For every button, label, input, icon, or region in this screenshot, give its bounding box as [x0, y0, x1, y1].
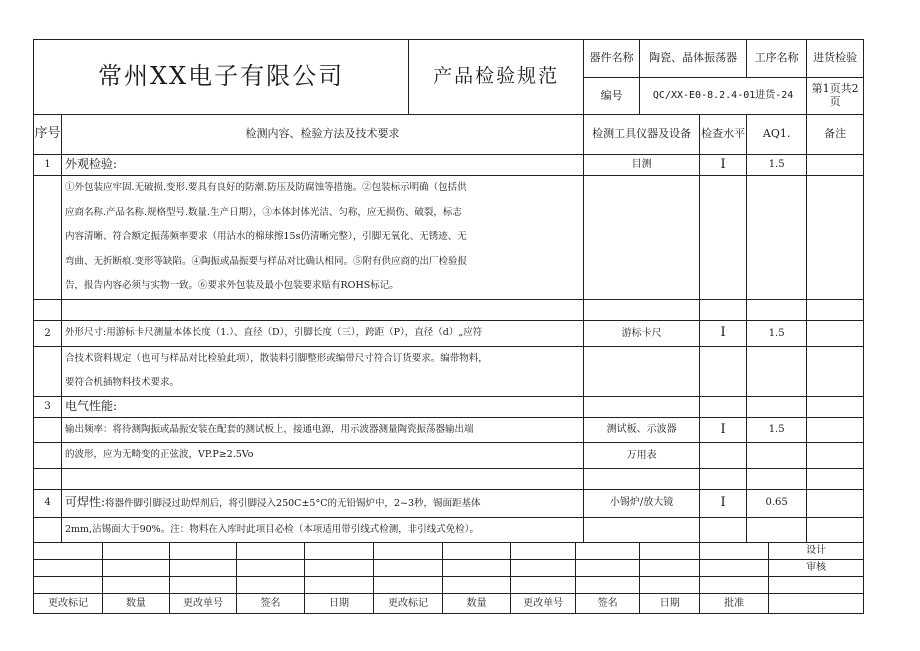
- footer-cell: [305, 560, 374, 577]
- footer-cell: [443, 577, 511, 594]
- section-3-no-cont: [34, 443, 62, 469]
- section-2-level: I: [700, 320, 747, 346]
- section-3-remarks: [807, 417, 864, 443]
- section-3-line: 输出频率：将待测陶振或晶振安装在配套的测试板上，接通电源，用示波器测量陶瓷振荡器输出端: [62, 417, 584, 443]
- section-3-tool-2: 万用表: [584, 443, 700, 469]
- blank-cell: [62, 468, 584, 489]
- blank-cell: [747, 299, 807, 320]
- footer-cell: [700, 560, 769, 577]
- process-name-value: 进货检验: [807, 40, 864, 78]
- section-3-remarks-cont: [807, 443, 864, 469]
- footer-cell: [769, 594, 864, 614]
- section-4-tool: 小锡炉/放大镜: [584, 489, 700, 517]
- section-2-body: [62, 346, 584, 396]
- footer-label-change-mark-2: 更改标记: [374, 594, 443, 614]
- section-3-level-cont: [700, 443, 747, 469]
- section-2-remarks-cont: [807, 346, 864, 396]
- footer-cell: [305, 577, 374, 594]
- footer-label-qty-2: 数量: [443, 594, 511, 614]
- footer-cell: [237, 577, 305, 594]
- footer-cell: [576, 560, 640, 577]
- section-1-level: I: [700, 155, 747, 176]
- page-info: 第1页共2页: [807, 78, 864, 115]
- section-1-line: 内容清晰、符合额定振荡频率要求（用沾水的棉球擦15s仍清晰完整），引脚无氧化、无锈迹、无: [65, 231, 467, 243]
- section-3-tool-blank: [584, 396, 700, 417]
- section-3-level: I: [700, 417, 747, 443]
- section-2-aql-cont: [747, 346, 807, 396]
- footer-cell: [170, 577, 237, 594]
- section-1-remarks: [807, 155, 864, 176]
- footer-cell: [34, 560, 103, 577]
- footer-cell: [511, 577, 576, 594]
- section-1-no: 1: [34, 155, 62, 176]
- section-3-tool: 测试板、示波器: [584, 417, 700, 443]
- section-4-aql-cont: [747, 517, 807, 543]
- footer-cell: [237, 543, 305, 560]
- col-seq: 序号: [34, 115, 62, 155]
- number-value: QC/XX-E0-8.2.4-01进货-24: [640, 78, 807, 115]
- number-label: 编号: [584, 78, 640, 115]
- col-aql: AQ1.: [747, 115, 807, 155]
- section-1-line: 弯曲、无折断痕.变形等缺陷。④陶振或晶振要与样品对比确认相同。⑤附有供应商的出厂检验报: [65, 255, 468, 267]
- blank-cell: [700, 468, 747, 489]
- section-4-remarks: [807, 489, 864, 517]
- blank-cell: [62, 299, 584, 320]
- footer-label-change-no: 更改单号: [170, 594, 237, 614]
- section-1-line: ①外包装应牢固.无破损.变形.要具有良好的防潮.防压及防腐蚀等措施。②包装标示明确（包括供: [65, 182, 467, 193]
- section-1-aql-cont: [747, 176, 807, 300]
- blank-cell: [34, 468, 62, 489]
- footer-cell: [443, 543, 511, 560]
- section-4-no-cont: [34, 517, 62, 543]
- footer-cell: [511, 560, 576, 577]
- component-name-label: 器件名称: [584, 40, 640, 78]
- footer-label-qty: 数量: [103, 594, 170, 614]
- section-4-tool-cont: [584, 517, 700, 543]
- section-3-remarks-blank: [807, 396, 864, 417]
- inspection-spec-sheet: [33, 39, 863, 609]
- section-3-no-cont: [34, 417, 62, 443]
- footer-cell: [640, 560, 700, 577]
- section-1-aql: 1.5: [747, 155, 807, 176]
- footer-label-signature: 签名: [237, 594, 305, 614]
- section-2-remarks: [807, 320, 864, 346]
- footer-design-label: 设计: [769, 543, 864, 560]
- section-2-line: 合技术资料规定（也可与样品对比检验此项），散装料引脚整形或编带尺寸符合订货要求。编带物料，: [65, 352, 488, 364]
- footer-cell: [640, 577, 700, 594]
- section-2-line: 要符合机插物料技术要求。: [65, 377, 180, 389]
- footer-cell: [103, 577, 170, 594]
- footer-cell: [103, 543, 170, 560]
- section-3-title: 电气性能:: [62, 396, 584, 417]
- footer-cell: [34, 543, 103, 560]
- blank-cell: [807, 299, 864, 320]
- section-1-title: 外观检验:: [62, 155, 584, 176]
- section-2-tool: 游标卡尺: [584, 320, 700, 346]
- section-3-aql-blank: [747, 396, 807, 417]
- spec-title: 产品检验规范: [409, 40, 584, 115]
- footer-cell: [511, 543, 576, 560]
- section-1-tool: 目测: [584, 155, 700, 176]
- footer-cell: [700, 543, 769, 560]
- section-4-aql: 0.65: [747, 489, 807, 517]
- col-level: 检查水平: [700, 115, 747, 155]
- footer-cell: [700, 577, 769, 594]
- footer-cell: [374, 543, 443, 560]
- section-1-line: 应商名称.产品名称.规格型号.数量.生产日期），③本体封体光洁、匀称，应无损伤、破裂，标志: [65, 206, 462, 218]
- section-1-remarks-cont: [807, 176, 864, 300]
- col-tools: 检测工具仪器及设备: [584, 115, 700, 155]
- footer-cell: [374, 560, 443, 577]
- footer-cell: [769, 577, 864, 594]
- blank-cell: [584, 299, 700, 320]
- section-4-line: 2mm,沾锡面大于90%。注：物料在入库时此项目必检（本项适用带引线式检测，非引线式免检）。: [62, 517, 584, 543]
- section-1-body: [62, 176, 584, 300]
- section-4-remarks-cont: [807, 517, 864, 543]
- section-2-no-cont: [34, 346, 62, 396]
- section-2-line: 用游标卡尺测量本体长度（1.）、直径（D），引脚长度（三），跨距（P），直径（d）„应符: [106, 326, 483, 338]
- section-4-title: 可焊性:: [65, 494, 106, 509]
- footer-label-date: 日期: [305, 594, 374, 614]
- footer-cell: [576, 577, 640, 594]
- process-name-label: 工序名称: [747, 40, 807, 78]
- section-4-line: 将器件脚引脚浸过助焊剂后，将引脚浸入250C±5°C的无铅锡炉中，2~3秒，锡面距基体: [105, 497, 481, 509]
- section-1-line: 告，报告内容必须与实物一致。⑥要求外包装及最小包装要求贴有ROHS标记。: [65, 280, 399, 292]
- footer-label-change-no-2: 更改单号: [511, 594, 576, 614]
- section-4-level: I: [700, 489, 747, 517]
- blank-cell: [700, 299, 747, 320]
- footer-cell: [103, 560, 170, 577]
- blank-cell: [807, 468, 864, 489]
- footer-cell: [576, 543, 640, 560]
- section-3-line: 的波形，应为无畸变的正弦波，VP.P≥2.5Vo: [62, 443, 584, 469]
- col-remarks: 备注: [807, 115, 864, 155]
- col-content: 检测内容、检验方法及技术要求: [62, 115, 584, 155]
- section-4-level-cont: [700, 517, 747, 543]
- section-2-level-cont: [700, 346, 747, 396]
- blank-cell: [584, 468, 700, 489]
- section-2-title: 外形尺寸:: [65, 326, 107, 338]
- footer-cell: [34, 577, 103, 594]
- footer-review-label: 审核: [769, 560, 864, 577]
- footer-cell: [374, 577, 443, 594]
- footer-label-signature-2: 签名: [576, 594, 640, 614]
- blank-cell: [747, 468, 807, 489]
- footer-label-change-mark: 更改标记: [34, 594, 103, 614]
- footer-cell: [305, 543, 374, 560]
- footer-label-date-2: 日期: [640, 594, 700, 614]
- section-4-no: 4: [34, 489, 62, 517]
- section-1-no-cont: [34, 176, 62, 300]
- section-3-aql-cont: [747, 443, 807, 469]
- section-3-aql: 1.5: [747, 417, 807, 443]
- footer-cell: [443, 560, 511, 577]
- footer-cell: [640, 543, 700, 560]
- section-1-level-cont: [700, 176, 747, 300]
- company-name: 常州XX电子有限公司: [34, 40, 409, 115]
- footer-approve-label: 批准: [700, 594, 769, 614]
- section-2-tool-cont: [584, 346, 700, 396]
- section-3-level-blank: [700, 396, 747, 417]
- section-2-first: [62, 320, 584, 346]
- section-4-first: [62, 489, 584, 517]
- blank-cell: [34, 299, 62, 320]
- section-3-no: 3: [34, 396, 62, 417]
- section-2-aql: 1.5: [747, 320, 807, 346]
- component-name-value: 陶瓷、晶体振荡器: [640, 40, 747, 78]
- spec-table: [33, 39, 864, 614]
- footer-cell: [170, 560, 237, 577]
- section-1-tool-cont: [584, 176, 700, 300]
- footer-cell: [170, 543, 237, 560]
- footer-cell: [237, 560, 305, 577]
- section-2-no: 2: [34, 320, 62, 346]
